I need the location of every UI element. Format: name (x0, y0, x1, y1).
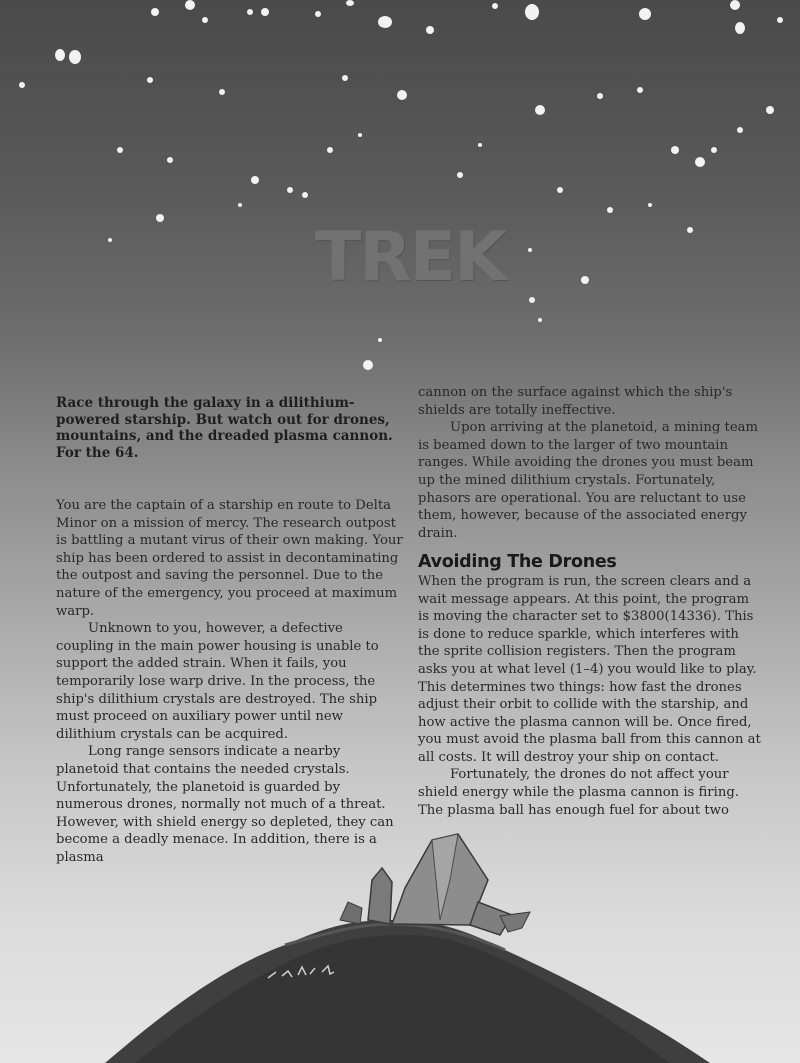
body-paragraph: When the program is run, the screen clears and a wait message appears. At this point, the program is moving the character set to $3800(14336). This is done to reduce sparkle, which interferes with the sprite collision registers. Then the program asks you at what level (1–4) you would like to play. This determines two things: how fast the drones adjust their orbit to collide with the starship, and how active the plasma cannon will be. Once fired, you must avoid the plasma ball from this cannon at all costs. It will destroy your ship on contact. (418, 573, 761, 765)
starfield-illustration (0, 0, 800, 400)
body-paragraph: Upon arriving at the planetoid, a mining team is beamed down to the larger of two mountain ranges. While avoiding the drones you must beam up the mined dilithium crystals. Fortunately, phasors are operational. You are reluctant to use them, however, because of the associated energy drain. (418, 420, 758, 541)
right-column (418, 384, 764, 819)
body-paragraph: Unknown to you, however, a defective coupling in the main power housing is unable to support the added strain. When it fails, you temporarily lose warp drive. In the process, the ship's dilithium crystals are destroyed. The ship must proceed on auxiliary power until new dilithium crystals can be acquired. (56, 621, 379, 742)
crystal-mountain-illustration (0, 820, 800, 1063)
article-title: TREK (315, 218, 505, 297)
article-deck: Race through the galaxy in a dilithium-powered starship. But watch out for drones, mountains, and the dreaded plasma cannon. For the 64. (56, 395, 393, 461)
body-paragraph: You are the captain of a starship en route to Delta Minor on a mission of mercy. The research outpost is battling a mutant virus of their own making. Your ship has been ordered to assist in decontaminating the outpost and saving the personnel. Due to the nature of the emergency, you proceed at maximum warp. (56, 498, 403, 619)
body-paragraph: Long range sensors indicate a nearby planetoid that contains the needed crystals. Unfortunately, the planetoid is guarded by numerous drones, normally not much of a threat. However, with shield energy so depleted, they can become a deadly menace. In addition, there is a plasma (56, 744, 394, 865)
body-paragraph: cannon on the surface against which the ship's shields are totally ineffective. (418, 385, 733, 418)
section-subhead: Avoiding The Drones (418, 552, 617, 573)
left-column (56, 497, 404, 866)
body-paragraph: Fortunately, the drones do not affect your shield energy while the plasma cannon is firing. The plasma ball has enough fuel for about two (418, 767, 739, 818)
